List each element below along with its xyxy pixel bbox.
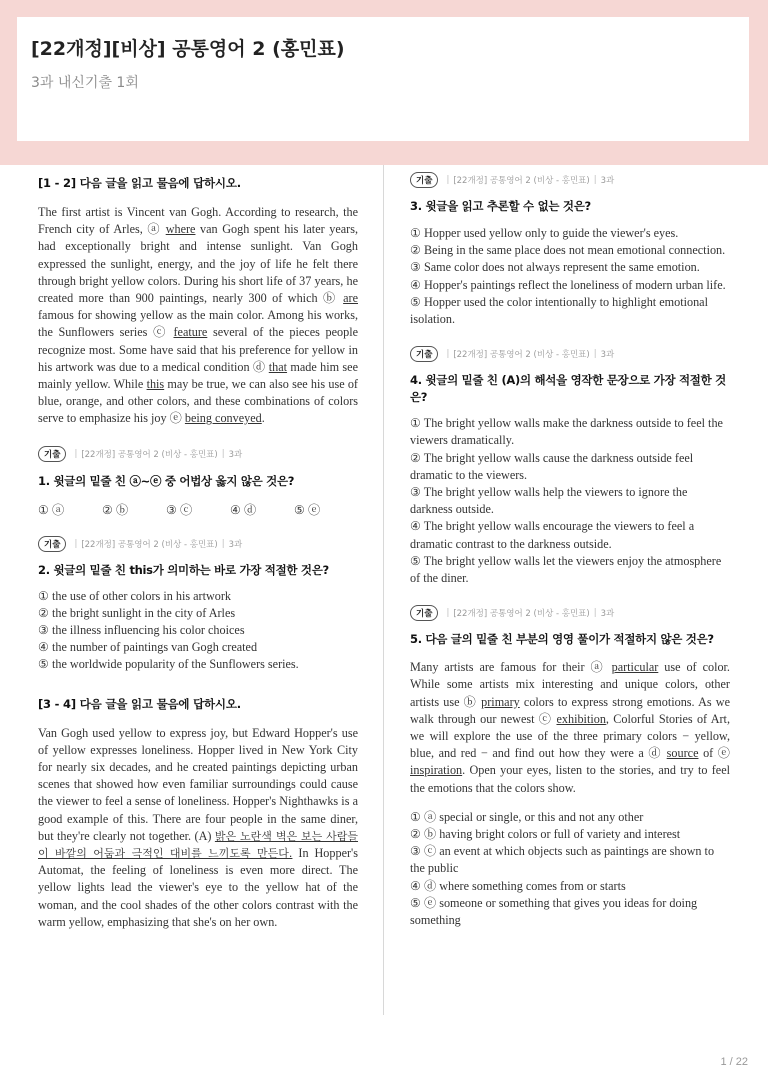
passage-text: , Colorful Stories of Art, we will explore the use of the three primary colors − yellow, blue, and red − and find out how they were a ⓓ (410, 711, 730, 761)
underline-a-korean: 밝은 노란색 벽은 보는 사람들이 바깥의 어둠과 극적인 대비를 느끼도록 만든다. (38, 829, 359, 861)
option[interactable]: ③ ⓒ an event at which objects such as paintings are shown to the public (410, 844, 715, 876)
passage-text: made him see mainly yellow. While (38, 359, 358, 392)
question-4-options (410, 415, 730, 587)
passage-text: may be true, we can also see his use of blue, orange, and other colors, and these combinations of colors serve to emphasize his joy ⓔ (38, 377, 358, 426)
question-source-3: 기출 | [22개정] 공통영어 2 (비상 - 홍민표) | 3과 (410, 172, 730, 188)
underline-e: inspiration (410, 763, 463, 778)
underline-b: are (343, 291, 358, 306)
passage-3 (410, 659, 730, 797)
question-4-title: 4. 윗글의 밑줄 친 (A)의 해석을 영작한 문장으로 가장 적절한 것은? (410, 373, 726, 405)
source-text: [22개정] 공통영어 2 (비상 - 홍민표) (453, 609, 590, 620)
passage-text: van Gogh spent his later years, had exceptionally bright and intense sunlight. Van Gogh expressed the sunlight, energy, and the joy of life he felt there through bright yellow colors. During his short life of 37 years, he created more than 900 paintings, nearly 300 of which ⓑ (38, 222, 358, 306)
source-text: [22개정] 공통영어 2 (비상 - 홍민표) (81, 539, 218, 550)
right-column (410, 172, 730, 929)
passage-text: In Hopper's Automat, the feeling of loneliness is even more direct. The yellow lights lead the viewer's eye to the yellow hat of the woman, and the cool shades of the other colors contrast with the warm yellow, emphasizing that she's on her own. (38, 846, 358, 929)
option[interactable]: ⑤ ⓔ someone or something that gives you ideas for doing something (410, 895, 698, 928)
passage-text: famous for showing yellow as the main color. Among his works, the Sunflowers series ⓒ (38, 308, 358, 340)
question-source-1: 기출 | [22개정] 공통영어 2 (비상 - 홍민표) | 3과 (38, 446, 358, 462)
source-text: [22개정] 공통영어 2 (비상 - 홍민표) (453, 350, 590, 361)
question-3-options (410, 225, 730, 328)
source-text: [22개정] 공통영어 2 (비상 - 홍민표) (81, 449, 218, 460)
question-3-title: 3. 윗글을 읽고 추론할 수 없는 것은? (410, 199, 591, 213)
option[interactable]: ② ⓑ (102, 502, 129, 517)
underline-a: particular (611, 660, 659, 675)
underline-b: primary (481, 694, 520, 709)
question-2-title: 2. 윗글의 밑줄 친 this가 의미하는 바로 가장 적절한 것은? (38, 562, 329, 577)
option[interactable]: ① the use of other colors in his artwork (38, 588, 232, 603)
passage-2 (38, 725, 358, 931)
passage-text: The first artist is Vincent van Gogh. According to research, the French city of Arles, ⓐ (38, 205, 358, 237)
question-5-options (410, 809, 730, 929)
page-number: 1 / 22 (720, 1056, 748, 1068)
option[interactable]: ③ Same color does not always represent the same emotion. (410, 260, 700, 275)
lesson-text: 3과 (600, 609, 615, 620)
underline-a: where (165, 222, 196, 237)
option[interactable]: ④ Hopper's paintings reflect the loneliness of modern urban life. (410, 277, 726, 292)
option[interactable]: ⑤ The bright yellow walls let the viewers enjoy the atmosphere of the diner. (410, 553, 722, 586)
option[interactable]: ⑤ the worldwide popularity of the Sunflowers series. (38, 657, 299, 672)
lesson-text: 3과 (600, 176, 615, 186)
underline-this: this (146, 377, 165, 392)
passage-text: several of the pieces people recognize most. Some have said that his preference for yellow in his artwork was due to a medical condition ⓓ (38, 325, 358, 374)
option[interactable]: ② ⓑ having bright colors or full of variety and interest (410, 827, 681, 842)
option[interactable]: ⑤ Hopper used the color intentionally to highlight emotional isolation. (410, 294, 708, 327)
option[interactable]: ① ⓐ (38, 502, 65, 517)
question-source-2: 기출 | [22개정] 공통영어 2 (비상 - 홍민표) | 3과 (38, 536, 358, 552)
left-column (38, 172, 358, 931)
question-2-options (38, 588, 358, 674)
option[interactable]: ④ ⓓ where something comes from or starts (410, 878, 626, 893)
option[interactable]: ② Being in the same place does not mean emotional connection. (410, 243, 726, 258)
passage-text: of ⓔ (698, 746, 730, 761)
question-source-5: 기출 | [22개정] 공통영어 2 (비상 - 홍민표) | 3과 (410, 605, 730, 621)
exam-badge: 기출 (410, 605, 438, 621)
exam-badge: 기출 (410, 346, 438, 362)
underline-d: source (666, 746, 699, 761)
question-1-options (38, 501, 358, 518)
option[interactable]: ① The bright yellow walls make the darkness outside to feel the viewers dramatically. (410, 416, 723, 448)
lesson-text: 3과 (228, 539, 243, 550)
passage-text: use of color. While some artists mix interesting and unique colors, other artists use ⓑ (410, 660, 730, 709)
option[interactable]: ④ ⓓ (230, 502, 257, 517)
passage-text: Van Gogh used yellow to express joy, but Edward Hopper's use of yellow expresses loneliness. Hopper lived in New York City for nearly six decades, and he created paintings depicting urban scenes that showed how even familiar surroundings could cause the viewer to feel a sense of loneliness. Hopper's Nighthawks is a good example of this. There are four people in the same diner, but they're clearly not together. (A) (38, 725, 358, 843)
option[interactable]: ② The bright yellow walls cause the darkness outside feel dramatic to the viewers. (410, 450, 694, 482)
exam-badge: 기출 (38, 536, 66, 552)
passage-text: . Open your eyes, listen to the stories, and try to feel the emotions that the colors show. (410, 763, 730, 795)
underline-c: exhibition (556, 711, 606, 726)
passage-text: colors to express strong emotions. As we walk through our newest ⓒ (410, 694, 730, 726)
question-1-title: 1. 윗글의 밑줄 친 ⓐ~ⓔ 중 어법상 옳지 않은 것은? (38, 473, 295, 488)
question-source-4: 기출 | [22개정] 공통영어 2 (비상 - 홍민표) | 3과 (410, 346, 730, 362)
passage-text: . (261, 411, 265, 426)
option[interactable]: ① ⓐ special or single, or this and not any other (410, 809, 644, 824)
exam-badge: 기출 (38, 446, 66, 462)
section-heading-1-2: [1 - 2] 다음 글을 읽고 물음에 답하시오. (38, 176, 241, 190)
underline-c: feature (173, 325, 208, 340)
passage-text: Many artists are famous for their ⓐ (410, 660, 612, 675)
lesson-text: 3과 (228, 449, 243, 460)
option[interactable]: ③ ⓒ (166, 502, 193, 517)
lesson-text: 3과 (600, 350, 615, 361)
question-5-title: 5. 다음 글의 밑줄 친 부분의 영영 풀이가 적절하지 않은 것은? (410, 632, 714, 647)
option[interactable]: ① Hopper used yellow only to guide the viewer's eyes. (410, 226, 679, 240)
exam-badge: 기출 (410, 172, 438, 188)
section-heading-3-4: [3 - 4] 다음 글을 읽고 물음에 답하시오. (38, 696, 241, 711)
underline-d: that (268, 359, 288, 374)
page-title: [22개정][비상] 공통영어 2 (홍민표) (31, 38, 345, 60)
passage-1 (38, 204, 358, 428)
column-divider (383, 165, 384, 1015)
option[interactable]: ④ The bright yellow walls encourage the viewers to feel a dramatic contrast to the darkness outside. (410, 519, 695, 551)
option[interactable]: ② the bright sunlight in the city of Arles (38, 605, 236, 620)
page-subtitle: 3과 내신기출 1회 (31, 75, 139, 91)
source-text: [22개정] 공통영어 2 (비상 - 홍민표) (453, 176, 590, 186)
option[interactable]: ⑤ ⓔ (294, 502, 321, 517)
option[interactable]: ③ The bright yellow walls help the viewers to ignore the darkness outside. (410, 485, 688, 517)
option[interactable]: ④ the number of paintings van Gogh created (38, 640, 258, 655)
option[interactable]: ③ the illness influencing his color choices (38, 623, 245, 638)
underline-e: being conveyed (184, 411, 262, 426)
